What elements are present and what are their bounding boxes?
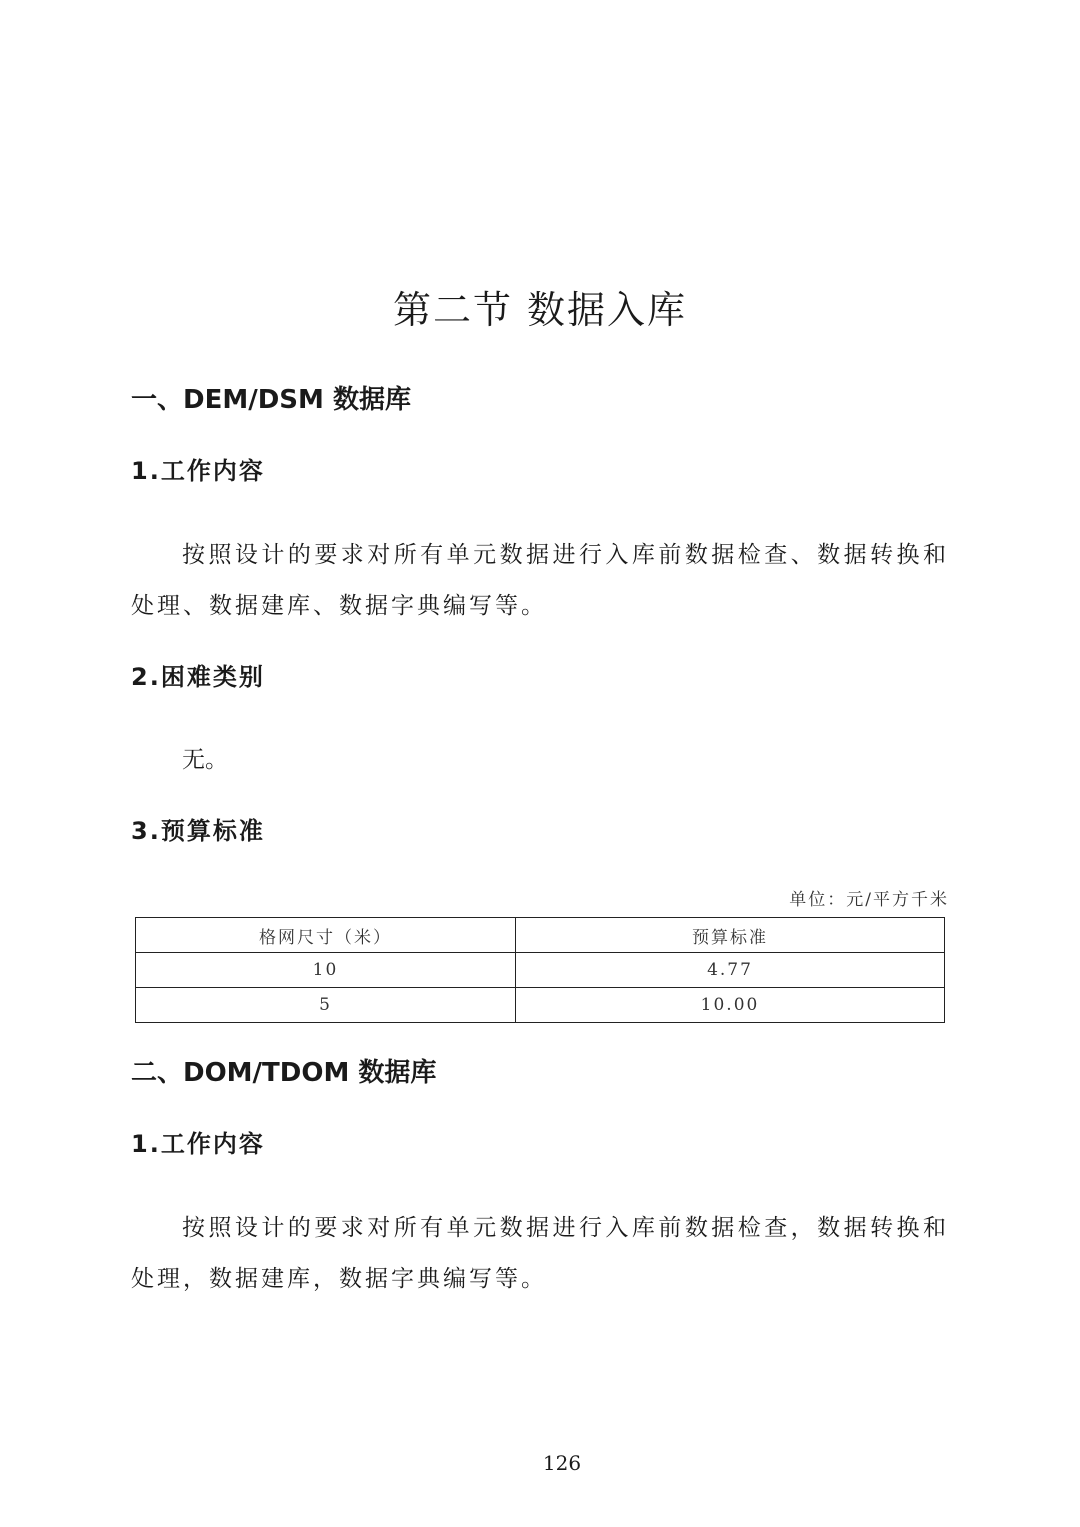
part1-sub2-paragraph: 无。 [182,747,228,773]
section-title: 第二节 数据入库 [392,288,688,332]
part1-sub1-paragraph: 按照设计的要求对所有单元数据进行入库前数据检查、数据转换和处理、数据建库、数据字典编写等。 [131,542,949,619]
table-cell: 10.00 [516,988,945,1023]
table-row [136,953,945,988]
table-header-cell: 格网尺寸（米） [136,918,516,953]
page-number: 126 [542,1451,582,1475]
part2-sub1-paragraph: 按照设计的要求对所有单元数据进行入库前数据检查，数据转换和处理，数据建库，数据字典编写等。 [131,1215,949,1292]
part1-sub1-heading: 1.工作内容 [131,457,265,485]
table-row [136,988,945,1023]
part2-heading: 二、DOM/TDOM 数据库 [131,1058,437,1088]
table-cell: 5 [136,988,516,1023]
table-cell: 10 [136,953,516,988]
unit-label: 单位：元/平方千米 [789,890,949,910]
table-header-cell: 预算标准 [516,918,945,953]
part2-sub1-heading: 1.工作内容 [131,1130,265,1158]
table-header-row [136,918,945,953]
table-cell: 4.77 [516,953,945,988]
budget-table [135,917,945,1023]
part1-heading: 一、DEM/DSM 数据库 [131,385,411,415]
part1-sub3-heading: 3.预算标准 [131,817,265,845]
part1-sub2-heading: 2.困难类别 [131,663,265,691]
